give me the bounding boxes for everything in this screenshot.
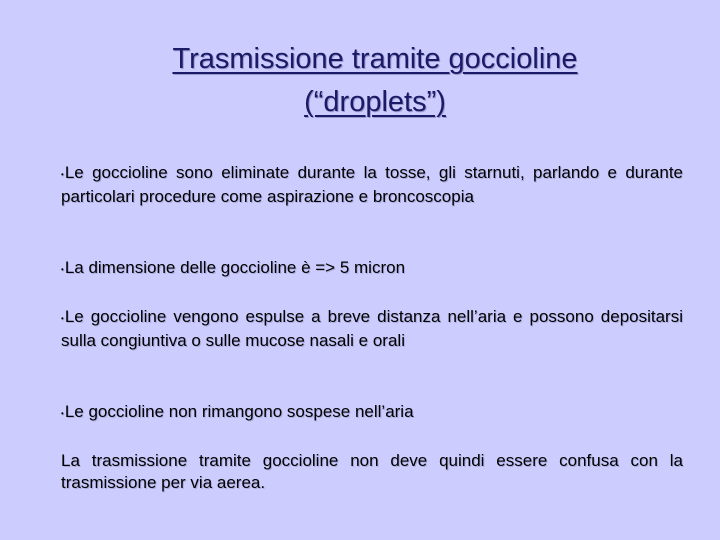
bullet-text-1: Le goccioline sono eliminate durante la tosse, gli starnuti, parlando e durante particolari procedure come aspirazione e broncoscopia — [61, 163, 683, 206]
bullet-icon: • — [61, 170, 64, 179]
bullet-text-2: La dimensione delle goccioline è => 5 micron — [64, 258, 406, 277]
bullet-item-1 — [61, 162, 683, 208]
bullet-text-3: Le goccioline vengono espulse a breve distanza nell’aria e possono depositarsi sulla congiuntiva o sulle mucose nasali e orali — [61, 307, 683, 350]
bullet-item-3 — [61, 306, 683, 352]
slide-title-line-2: (“droplets”) — [304, 86, 446, 118]
bullet-icon: • — [61, 314, 64, 323]
conclusion-text: La trasmissione tramite goccioline non deve quindi essere confusa con la trasmissione per via aerea. — [61, 451, 683, 492]
bullet-icon: • — [61, 265, 64, 274]
slide-title — [0, 38, 720, 124]
bullet-item-4 — [61, 401, 683, 425]
bullet-item-2 — [61, 257, 683, 281]
bullet-text-4: Le goccioline non rimangono sospese nell’aria — [64, 402, 414, 421]
slide-title-line-1: Trasmissione tramite goccioline — [172, 43, 578, 75]
bullet-icon: • — [61, 409, 64, 418]
